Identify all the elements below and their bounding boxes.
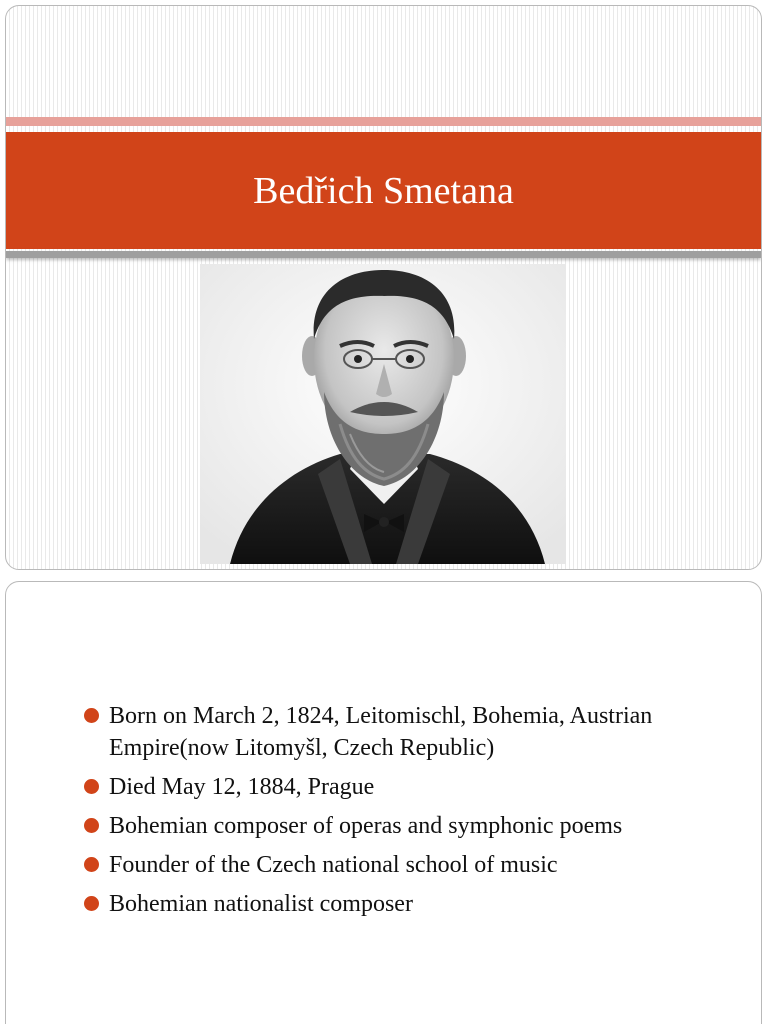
band-main [6,132,761,249]
portrait-image [200,264,566,564]
bullet-text: Bohemian nationalist composer [109,891,413,917]
title-slide [5,5,762,570]
slide-title: Bedřich Smetana [253,169,514,212]
bullet-dot-icon [84,708,99,723]
bullet-item [84,771,734,803]
bullet-text: Bohemian composer of operas and symphonic poems [109,813,623,839]
bullet-list [84,700,734,927]
bullet-dot-icon [84,857,99,872]
band-bottom-stripe [6,251,761,258]
portrait-photo-icon [200,264,566,564]
bullet-text: Born on March 2, 1824, Leitomischl, Bohemia, Austrian Empire(now Litomyšl, Czech Republic) [109,703,653,761]
title-band [6,117,761,267]
bullet-item [84,700,734,764]
bullet-dot-icon [84,896,99,911]
bullet-dot-icon [84,779,99,794]
bullet-item [84,849,734,881]
bullet-text: Founder of the Czech national school of music [109,852,558,878]
content-slide [5,581,762,1024]
bullet-text: Died May 12, 1884, Prague [109,774,375,800]
bullet-item [84,810,734,842]
bullet-item [84,888,734,920]
band-top-stripe [6,117,761,126]
bullet-dot-icon [84,818,99,833]
